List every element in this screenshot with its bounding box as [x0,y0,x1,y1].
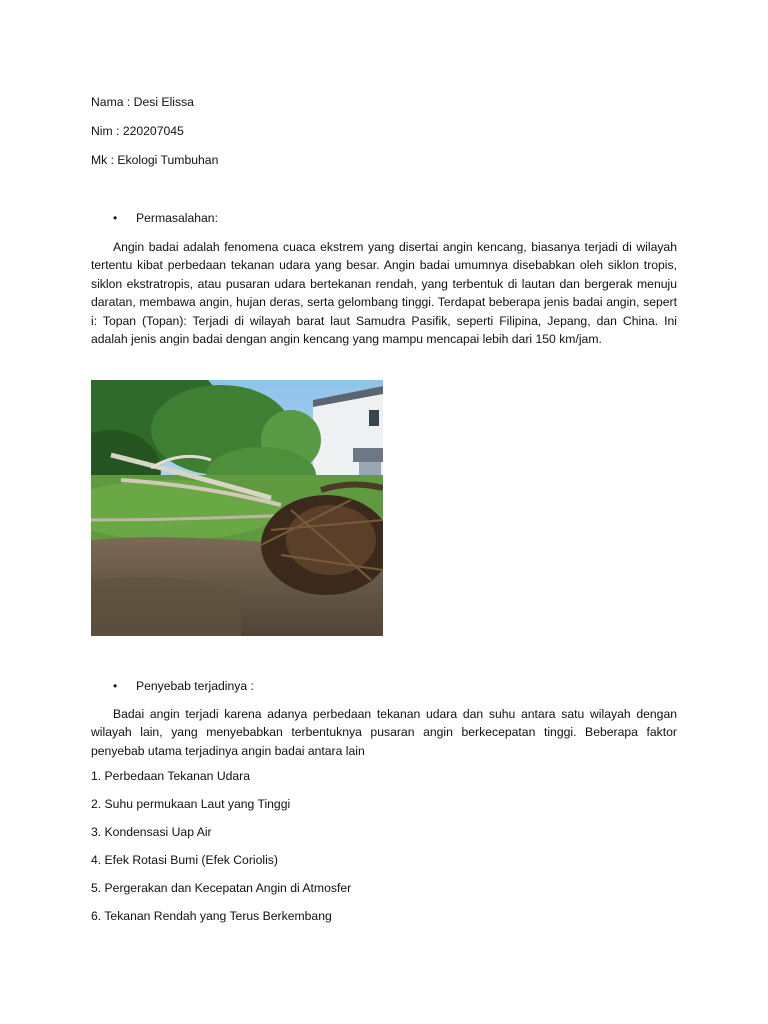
bullet-permasalahan: • [113,211,118,225]
student-nim: Nim : 220207045 [91,124,184,138]
heading-penyebab: Penyebab terjadinya : [136,679,254,693]
list-item: 4. Efek Rotasi Bumi (Efek Coriolis) [91,853,278,867]
list-item: 6. Tekanan Rendah yang Terus Berkembang [91,909,332,923]
list-item: 5. Pergerakan dan Kecepatan Angin di Atmosfer [91,881,352,895]
fallen-tree-photo [91,380,383,636]
course-name: Mk : Ekologi Tumbuhan [91,153,219,167]
paragraph-penyebab: Badai angin terjadi karena adanya perbedaan tekanan udara dan suhu antara satu wilayah dengan wilayah lain, yang menyebabkan terbentuknya pusaran angin berkecepatan tinggi. Beberapa faktor penyebab utama terjadinya angin badai antara lain [91,707,677,758]
heading-permasalahan: Permasalahan: [136,211,218,225]
list-item: 2. Suhu permukaan Laut yang Tinggi [91,797,291,811]
student-name: Nama : Desi Elissa [91,95,194,109]
list-item: 1. Perbedaan Tekanan Udara [91,769,251,783]
bullet-penyebab: • [113,679,118,693]
paragraph-permasalahan: Angin badai adalah fenomena cuaca ekstrem yang disertai angin kencang, biasanya terjadi di wilayah tertentu kibat perbedaan tekanan udara yang besar. Angin badai umumnya disebabkan oleh siklon tropis, siklon ekstratropis, atau pusaran udara bertekanan rendah, yang terbentuk di lautan dan bergerak menuju daratan, membawa angin, hujan deras, serta gelombang tinggi. Terdapat beberapa jenis badai angin, sepert i: Topan (Topan): Terjadi di wilayah barat laut Samudra Pasifik, seperti Filipina, Jepang, dan China. Ini adalah jenis angin badai dengan angin kencang yang mampu mencapai lebih dari 150 km/jam. [91,240,677,347]
list-item: 3. Kondensasi Uap Air [91,825,212,839]
